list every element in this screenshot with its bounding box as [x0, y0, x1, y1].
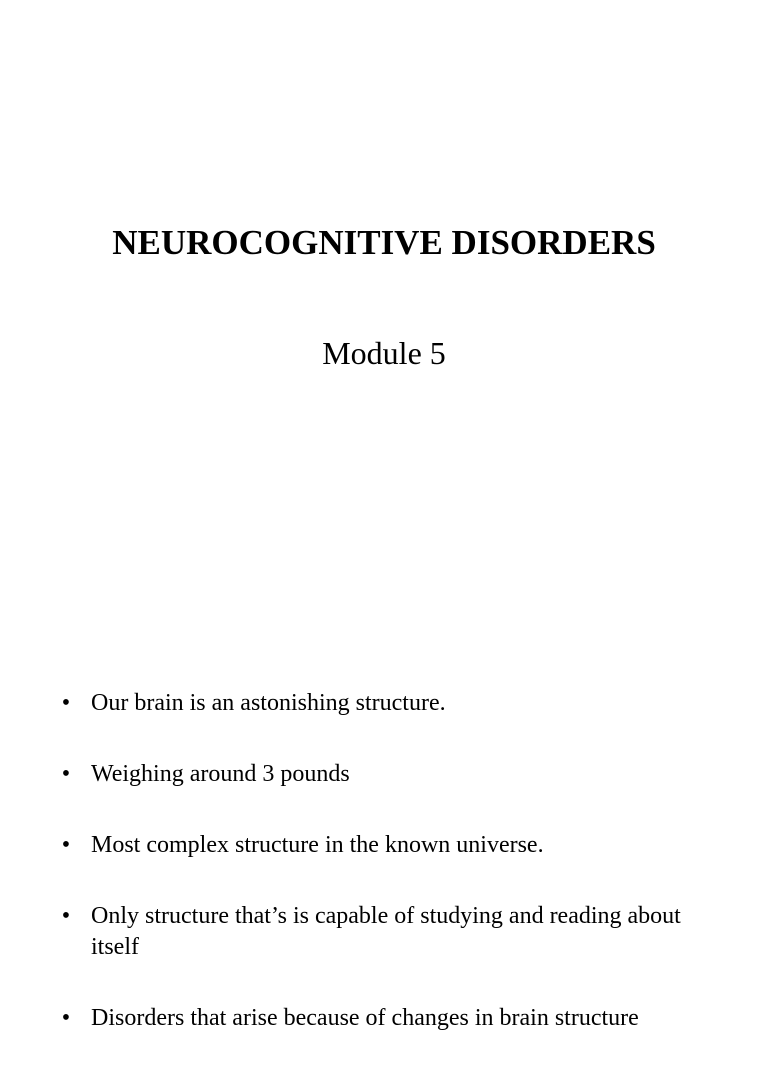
bullet-item [0, 830, 768, 861]
bullet-text: Weighing around 3 pounds [91, 761, 350, 787]
bullet-dot-icon: • [61, 903, 71, 929]
bullet-text: Disorders that arise because of changes in brain structure [91, 1005, 639, 1031]
bullet-item [0, 759, 768, 790]
bullet-item [0, 901, 768, 963]
bullet-dot-icon: • [61, 690, 71, 716]
slide-title: NEUROCOGNITIVE DISORDERS [112, 223, 656, 262]
bullet-text: Our brain is an astonishing structure. [91, 690, 446, 716]
bullet-item [0, 1003, 768, 1034]
bullet-list [0, 688, 768, 1074]
bullet-text: Most complex structure in the known universe. [91, 832, 544, 858]
bullet-text: Only structure that’s is capable of studying and reading about itself [91, 903, 681, 960]
bullet-dot-icon: • [61, 1005, 71, 1031]
bullet-dot-icon: • [61, 832, 71, 858]
bullet-dot-icon: • [61, 761, 71, 787]
slide-subtitle: Module 5 [322, 335, 446, 371]
bullet-item [0, 688, 768, 719]
